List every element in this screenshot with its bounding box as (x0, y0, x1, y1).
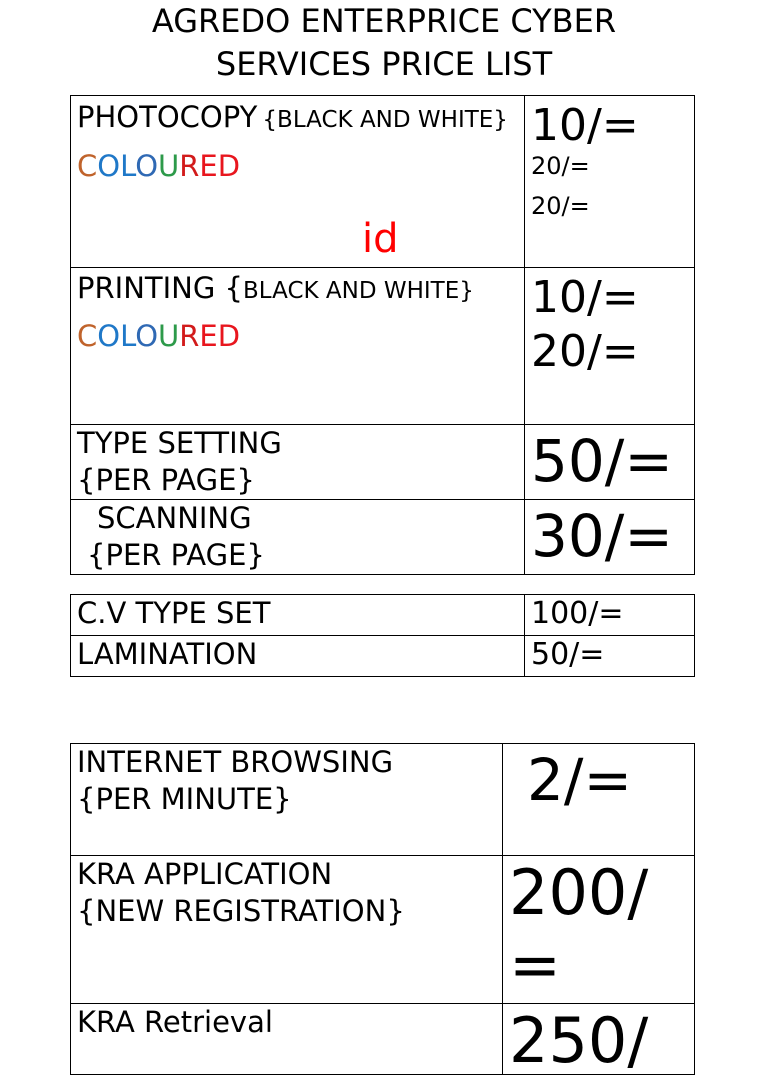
service-cell-cv-type-set (71, 595, 525, 636)
service-cell-photocopy (71, 96, 525, 268)
service-name-type-setting: TYPE SETTING (77, 426, 282, 460)
service-cell-internet (71, 744, 503, 856)
service-name-cv-type-set: C.V TYPE SET (77, 596, 271, 630)
service-name-scanning: SCANNING (97, 501, 252, 535)
price-internet: 2/= (527, 746, 633, 814)
service-cell-lamination (71, 636, 525, 677)
coloured-label-printing: COLOURED (77, 319, 241, 353)
price-printing-coloured: 20/= (531, 326, 639, 377)
table-row-type-setting (71, 425, 695, 500)
table-row (71, 636, 695, 677)
price-table-online (70, 743, 695, 1075)
price-type-setting: 50/= (531, 427, 673, 495)
price-cell-kra-application (503, 856, 695, 1004)
service-name-kra-application: KRA APPLICATION (77, 857, 333, 891)
price-cell-photocopy (525, 96, 695, 268)
coloured-label-photocopy: COLOURED (77, 149, 241, 183)
service-name-internet: INTERNET BROWSING (77, 745, 394, 779)
service-sub-printing: BLACK AND WHITE} (243, 278, 474, 304)
service-cell-type-setting (71, 425, 525, 500)
price-kra-application-suffix: = (509, 928, 561, 1001)
service-cell-kra-retrieval (71, 1004, 503, 1075)
price-cell-cv-type-set (525, 595, 695, 636)
price-cell-printing (525, 268, 695, 425)
price-lamination: 50/= (531, 637, 605, 672)
price-cell-scanning (525, 500, 695, 575)
service-name-printing: PRINTING { (77, 271, 243, 305)
price-cell-lamination (525, 636, 695, 677)
price-photocopy-coloured: 20/= (531, 152, 590, 180)
service-sub-type-setting: {PER PAGE} (77, 463, 255, 497)
price-kra-application: 200/ (509, 856, 649, 929)
service-cell-scanning (71, 500, 525, 575)
table-row-kra-application (71, 856, 695, 1004)
price-printing-bw: 10/= (531, 272, 639, 323)
price-cell-kra-retrieval (503, 1004, 695, 1075)
price-table-extras (70, 594, 695, 677)
price-photocopy-bw: 10/= (531, 100, 639, 151)
service-sub-kra-application: {NEW REGISTRATION} (77, 894, 405, 928)
table-row-internet (71, 744, 695, 856)
service-sub-scanning: {PER PAGE} (87, 538, 265, 572)
service-sub-internet: {PER MINUTE} (77, 782, 292, 816)
service-name-kra-retrieval: KRA Retrieval (77, 1005, 273, 1039)
price-table-main (70, 95, 695, 575)
service-cell-printing (71, 268, 525, 425)
service-sub-photocopy: {BLACK AND WHITE} (262, 107, 508, 133)
price-cell-type-setting (525, 425, 695, 500)
price-scanning: 30/= (531, 502, 673, 570)
price-cell-internet (503, 744, 695, 856)
service-name-lamination: LAMINATION (77, 637, 258, 671)
service-cell-kra-application (71, 856, 503, 1004)
table-row-printing (71, 268, 695, 425)
price-cv-type-set: 100/= (531, 596, 624, 631)
id-label: id (362, 216, 399, 262)
table-row-scanning (71, 500, 695, 575)
service-name-photocopy: PHOTOCOPY (77, 100, 258, 134)
price-photocopy-id: 20/= (531, 192, 590, 220)
document-title (0, 0, 768, 86)
title-line-2: SERVICES PRICE LIST (215, 45, 553, 83)
table-row-kra-retrieval (71, 1004, 695, 1075)
table-row (71, 595, 695, 636)
title-line-1: AGREDO ENTERPRICE CYBER (151, 2, 617, 40)
price-kra-retrieval: 250/ (509, 1004, 649, 1075)
